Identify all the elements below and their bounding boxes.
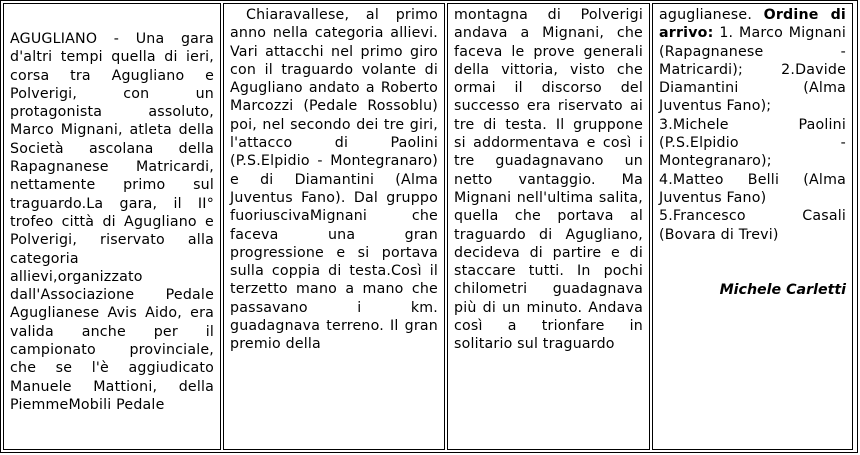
article-column-4	[652, 3, 853, 450]
arrival-list-item: 2.Davide Diamantini (Alma Juventus Fano);	[659, 61, 846, 115]
article-column-3	[447, 3, 650, 450]
column-2-text: Chiaravallese, al primo anno nella categoria allievi. Vari attacchi nel primo giro con il traguardo volante di Agugliano andato a Roberto Marcozzi (Pedale Rossoblu) poi, nel secondo dei tre giri, l'attacco di Paolini (P.S.Elpidio - Montegranaro) e di Diamantini (Alma Juventus Fano). Dal gruppo fuoriuscivaMignani che faceva una gran progressione e si portava sulla coppia di testa.Così il terzetto mano a mano che passavano i km. guadagnava terreno. Il gran premio della	[230, 7, 438, 353]
arrival-order-block	[659, 6, 846, 244]
article-column-1	[3, 3, 221, 450]
arrival-order-heading: Ordine di arrivo:	[659, 7, 846, 42]
column-3-text: montagna di Polverigi andava a Mignani, che faceva le prove generali della vittoria, visto che ormai il discorso del successo era riservato ai tre di testa. Il gruppone si addormentava e così i tre guadagnavano un netto vantaggio. Ma Mignani nell'ultima salita, quella che portava al traguardo di Agugliano, decideva di partire e di staccare tutti. In pochi chilometri guadagnava più di un minuto. Andava così a trionfare in solitario sul traguardo	[454, 7, 643, 353]
column-1-text: AGUGLIANO - Una gara d'altri tempi quella di ieri, corsa tra Agugliano e Polverigi, con un protagonista assoluto, Marco Mignani, atleta della Società ascolana della Rapagnanese Matricardi, nettamente primo sul traguardo.La gara, il II° trofeo città di Agugliano e Polverigi, riservato alla categoria allievi,organizzato dall'Associazione Pedale Aguglianese Avis Aido, era valida anche per il campionato provinciale, che se l'è aggiudicato Manuele Mattioni, della PiemmeMobili Pedale	[10, 31, 214, 413]
arrival-list-item: 1. Marco Mignani (Rapagnanese - Matricardi);	[659, 25, 846, 78]
author-signature: Michele Carletti	[719, 281, 846, 298]
arrival-list-item: 4.Matteo Belli (Alma Juventus Fano)	[659, 171, 846, 206]
arrival-list-item: 5.Francesco Casali (Bovara di Trevi)	[659, 208, 846, 243]
article-column-2	[223, 3, 445, 450]
column-4-intro: aguglianese.	[659, 7, 753, 23]
arrival-list-item: 3.Michele Paolini (P.S.Elpidio - Montegranaro);	[659, 116, 846, 170]
